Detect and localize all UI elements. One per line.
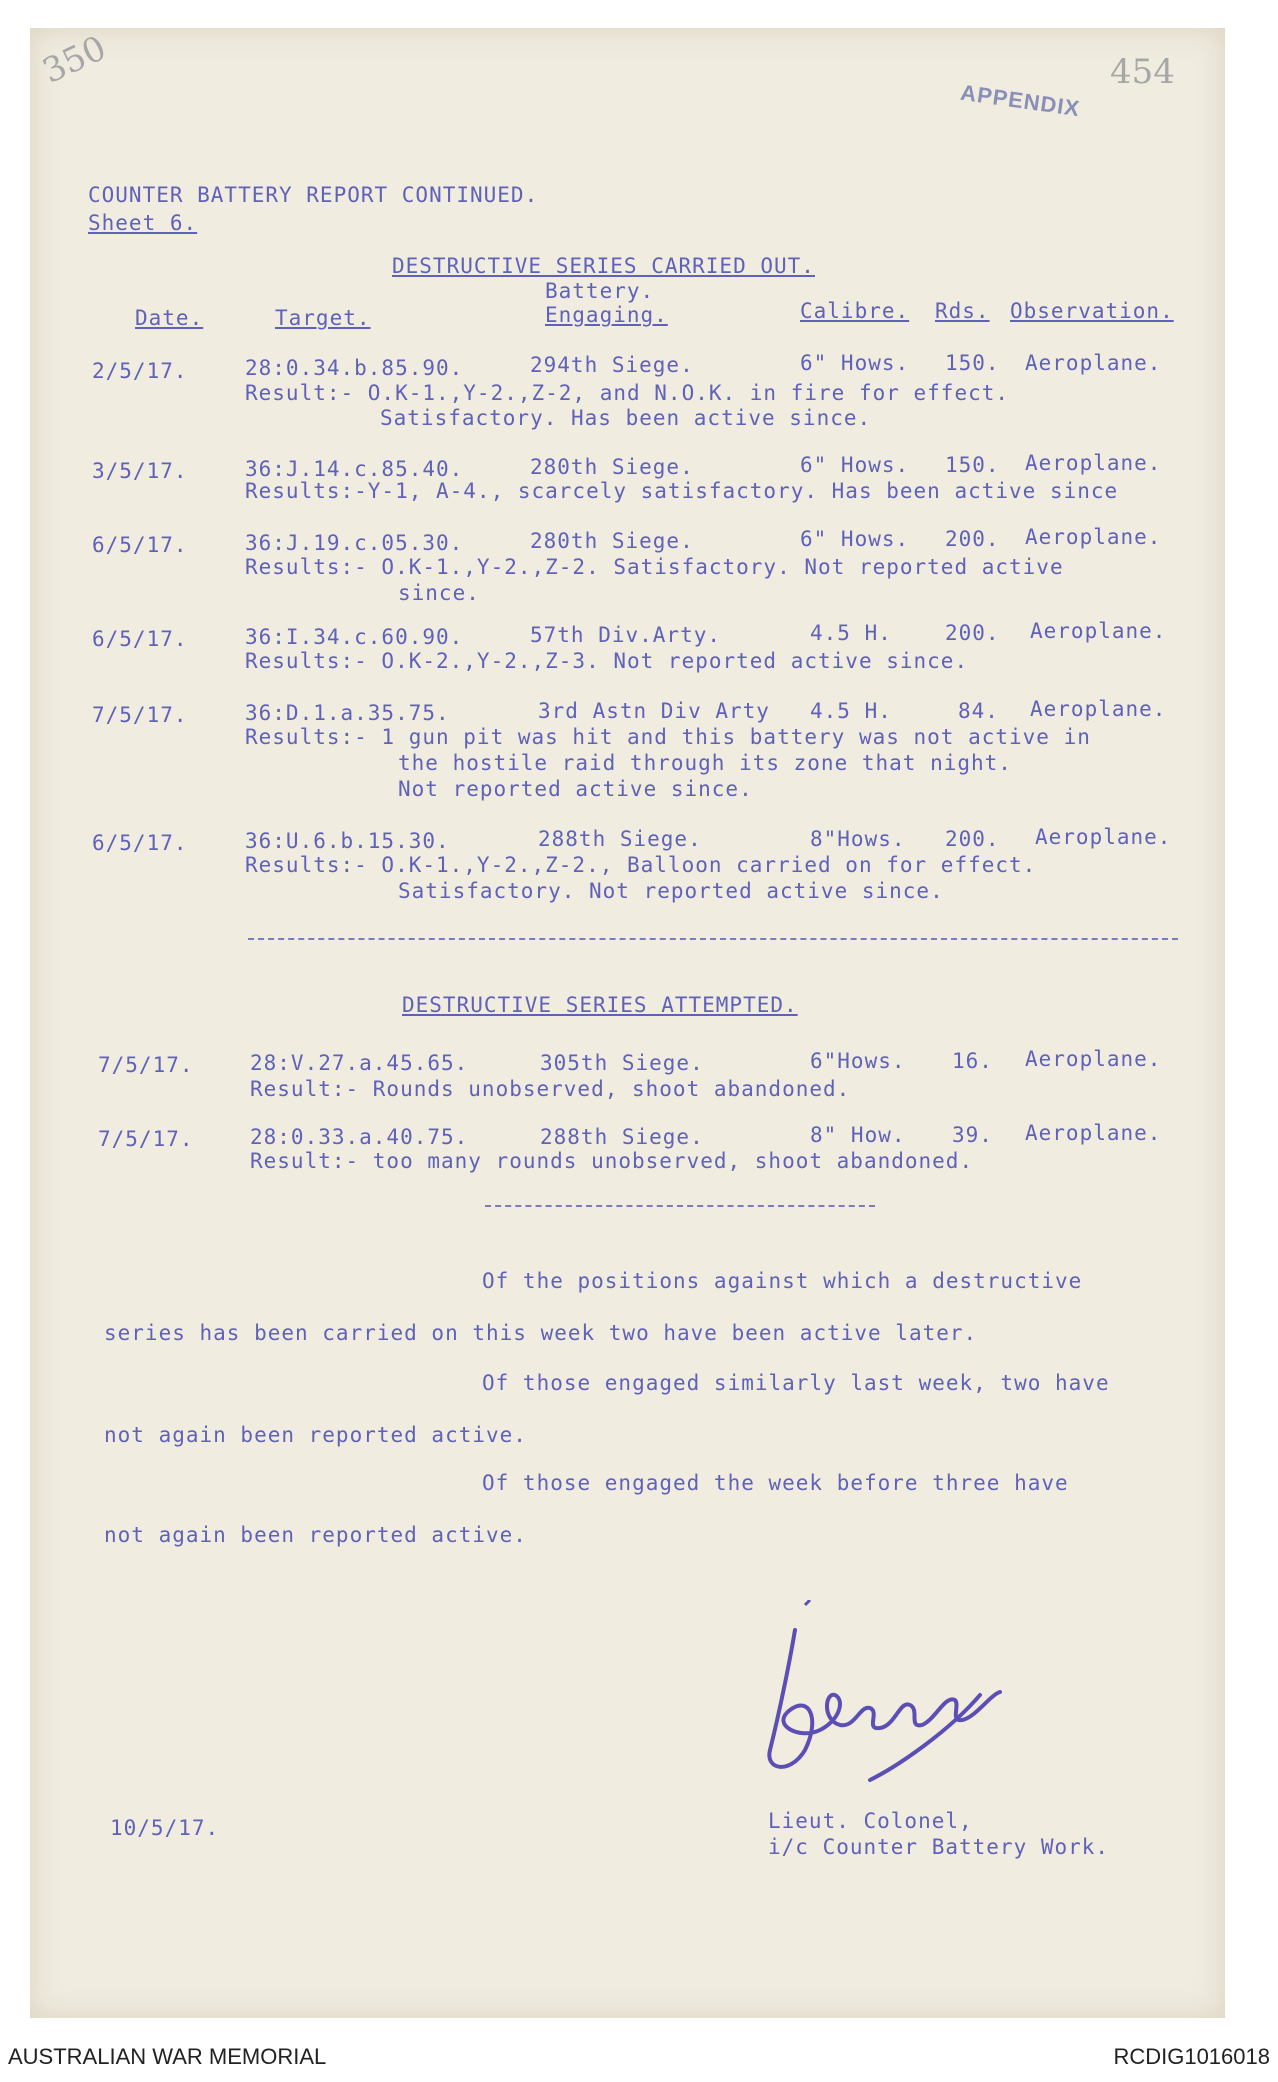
handwritten-signature — [750, 1600, 1050, 1790]
entry-result-cont: Satisfactory. Not reported active since. — [398, 879, 944, 903]
section-divider — [248, 938, 1178, 940]
entry-calibre: 4.5 H. — [810, 699, 892, 723]
entry-observation: Aeroplane. — [1025, 525, 1162, 549]
signoff-role: i/c Counter Battery Work. — [768, 1835, 1110, 1859]
entry-observation: Aeroplane. — [1025, 451, 1162, 475]
entry-result-cont: Satisfactory. Has been active since. — [380, 406, 872, 430]
section-divider — [485, 1205, 875, 1207]
entry-rds: 16. — [952, 1049, 993, 1073]
col-observation: Observation. — [1010, 299, 1174, 323]
entry-rds: 200. — [945, 827, 1000, 851]
section-attempted-title: DESTRUCTIVE SERIES ATTEMPTED. — [402, 993, 798, 1017]
entry-battery: 288th Siege. — [538, 827, 702, 851]
entry-observation: Aeroplane. — [1025, 1047, 1162, 1071]
entry-date: 6/5/17. — [92, 831, 188, 855]
col-rds: Rds. — [935, 299, 990, 323]
summary-para3-line2: not again been reported active. — [104, 1523, 527, 1547]
report-title: COUNTER BATTERY REPORT CONTINUED. — [88, 183, 539, 207]
entry-date: 2/5/17. — [92, 359, 188, 383]
entry-result: Results:- O.K-1.,Y-2.,Z-2., Balloon carried on for effect. — [245, 853, 1037, 877]
entry-target: 36:J.19.c.05.30. — [245, 531, 464, 555]
col-calibre: Calibre. — [800, 299, 910, 323]
pencil-number-left: 350 — [36, 28, 113, 92]
entry-battery: 305th Siege. — [540, 1051, 704, 1075]
entry-calibre: 6"Hows. — [810, 1049, 906, 1073]
entry-target: 28:0.33.a.40.75. — [250, 1125, 469, 1149]
entry-result: Result:- Rounds unobserved, shoot abandoned. — [250, 1077, 851, 1101]
entry-date: 7/5/17. — [98, 1053, 194, 1077]
entry-result: Results:-Y-1, A-4., scarcely satisfactory. Has been active since — [245, 479, 1119, 503]
entry-result: Result:- O.K-1.,Y-2.,Z-2, and N.O.K. in fire for effect. — [245, 381, 1010, 405]
entry-target: 28:V.27.a.45.65. — [250, 1051, 469, 1075]
entry-calibre: 8" How. — [810, 1123, 906, 1147]
entry-observation: Aeroplane. — [1025, 1121, 1162, 1145]
entry-target: 36:D.1.a.35.75. — [245, 701, 450, 725]
signoff-rank: Lieut. Colonel, — [768, 1809, 973, 1833]
entry-result: Results:- O.K-2.,Y-2.,Z-3. Not reported active since. — [245, 649, 969, 673]
entry-battery: 280th Siege. — [530, 455, 694, 479]
entry-target: 28:0.34.b.85.90. — [245, 356, 464, 380]
entry-rds: 39. — [952, 1123, 993, 1147]
section-carried-out-title: DESTRUCTIVE SERIES CARRIED OUT. — [392, 254, 815, 278]
summary-para3-line1: Of those engaged the week before three have — [482, 1471, 1069, 1495]
entry-battery: 288th Siege. — [540, 1125, 704, 1149]
entry-observation: Aeroplane. — [1030, 697, 1167, 721]
entry-date: 3/5/17. — [92, 459, 188, 483]
entry-target: 36:J.14.c.85.40. — [245, 457, 464, 481]
summary-para2-line1: Of those engaged similarly last week, two have — [482, 1371, 1110, 1395]
entry-calibre: 6" Hows. — [800, 453, 910, 477]
signoff-date: 10/5/17. — [110, 1816, 220, 1840]
entry-result: Results:- O.K-1.,Y-2.,Z-2. Satisfactory. Not reported active — [245, 555, 1064, 579]
entry-battery: 3rd Astn Div Arty — [538, 699, 770, 723]
entry-calibre: 8"Hows. — [810, 827, 906, 851]
entry-rds: 200. — [945, 621, 1000, 645]
col-target: Target. — [275, 306, 371, 330]
footer-institution: AUSTRALIAN WAR MEMORIAL — [8, 2044, 327, 2069]
entry-rds: 150. — [945, 453, 1000, 477]
col-battery-bottom: Engaging. — [545, 303, 668, 327]
entry-result-cont: since. — [398, 581, 480, 605]
entry-observation: Aeroplane. — [1030, 619, 1167, 643]
entry-date: 6/5/17. — [92, 533, 188, 557]
entry-rds: 200. — [945, 527, 1000, 551]
entry-battery: 57th Div.Arty. — [530, 623, 722, 647]
entry-calibre: 4.5 H. — [810, 621, 892, 645]
entry-date: 7/5/17. — [98, 1127, 194, 1151]
entry-rds: 84. — [958, 699, 999, 723]
col-battery-top: Battery. — [545, 279, 655, 303]
entry-date: 7/5/17. — [92, 703, 188, 727]
sheet-number: Sheet 6. — [88, 211, 198, 235]
summary-para2-line2: not again been reported active. — [104, 1423, 527, 1447]
entry-target: 36:I.34.c.60.90. — [245, 625, 464, 649]
summary-para1-line2: series has been carried on this week two have been active later. — [104, 1321, 978, 1345]
entry-target: 36:U.6.b.15.30. — [245, 829, 450, 853]
entry-date: 6/5/17. — [92, 627, 188, 651]
entry-calibre: 6" Hows. — [800, 527, 910, 551]
pencil-number-right: 454 — [1110, 52, 1175, 92]
appendix-stamp: APPENDIX — [958, 79, 1082, 122]
footer-reference: RCDIG1016018 — [1113, 2044, 1270, 2069]
entry-result: Results:- 1 gun pit was hit and this battery was not active in — [245, 725, 1091, 749]
entry-result-cont: Not reported active since. — [398, 777, 753, 801]
col-date: Date. — [135, 306, 204, 330]
entry-observation: Aeroplane. — [1025, 351, 1162, 375]
entry-calibre: 6" Hows. — [800, 351, 910, 375]
summary-para1-line1: Of the positions against which a destructive — [482, 1269, 1083, 1293]
entry-observation: Aeroplane. — [1035, 825, 1172, 849]
entry-battery: 280th Siege. — [530, 529, 694, 553]
entry-result-cont: the hostile raid through its zone that night. — [398, 751, 1012, 775]
entry-result: Result:- too many rounds unobserved, shoot abandoned. — [250, 1149, 974, 1173]
entry-rds: 150. — [945, 351, 1000, 375]
entry-battery: 294th Siege. — [530, 353, 694, 377]
